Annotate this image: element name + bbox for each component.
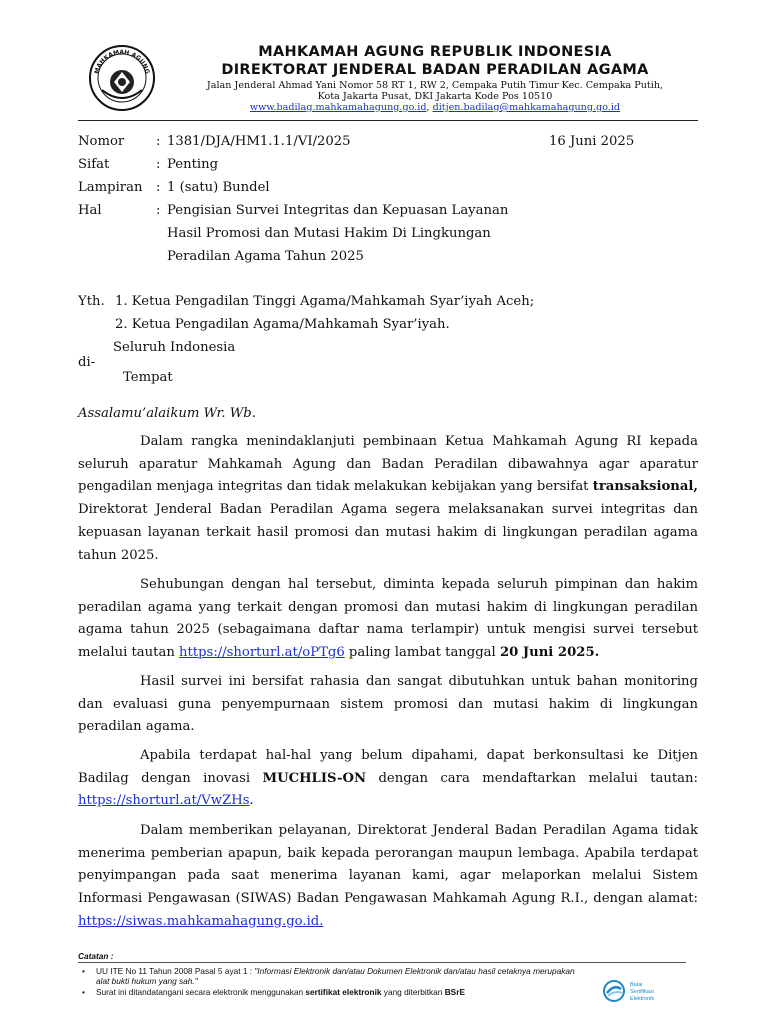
nomor-label: Nomor bbox=[78, 134, 125, 149]
siwas-link[interactable]: https://siwas.mahkamahagung.go.id. bbox=[78, 913, 324, 929]
letterhead-subtitle: DIREKTORAT JENDERAL BADAN PERADILAN AGAMA bbox=[221, 62, 649, 78]
bsre-logo-icon bbox=[602, 978, 692, 1004]
greeting: Assalamu’alaikum Wr. Wb. bbox=[78, 406, 256, 421]
footer-note-2-bold: sertifikat elektronik bbox=[305, 987, 382, 997]
paragraph-1-text-b: Direktorat Jenderal Badan Peradilan Agama segera melaksanakan survei integritas dan kepuasan layanan terkait hasil promosi dan mutasi hakim di lingkungan peradilan agama tahun 2025. bbox=[78, 502, 698, 563]
footer-note-1-quote-2: alat bukti hukum yang sah." bbox=[96, 976, 198, 986]
tempat-label: Tempat bbox=[123, 370, 173, 385]
paragraph-2-text-b: paling lambat tanggal bbox=[344, 645, 500, 661]
paragraph-1 bbox=[78, 431, 698, 567]
footer-note-1-text: UU ITE No 11 Tahun 2008 Pasal 5 ayat 1 : bbox=[96, 966, 255, 976]
yth-label: Yth. bbox=[78, 294, 105, 309]
letterhead-divider bbox=[78, 120, 698, 121]
muchlis-on-link[interactable]: https://shorturl.at/VwZHs bbox=[78, 793, 250, 809]
svg-text:Balai: Balai bbox=[630, 982, 643, 988]
paragraph-4-text-a: Apabila terdapat hal-hal yang belum dipahami, dapat berkonsultasi ke Ditjen Badilag dengan inovasi bbox=[78, 748, 698, 786]
contact-separator: , bbox=[426, 102, 433, 113]
nomor-colon: : bbox=[156, 134, 161, 149]
svg-text:Sertifikasi: Sertifikasi bbox=[630, 989, 654, 995]
paragraph-4-text-b: dengan cara mendaftarkan melalui tautan: bbox=[366, 770, 698, 786]
paragraph-2-text-a: Sehubungan dengan hal tersebut, diminta kepada seluruh pimpinan dan hakim peradilan agama yang terkait dengan promosi dan mutasi hakim di lingkungan peradilan agama tahun 2025 (sebagaimana daftar nama terlampir) untuk mengisi survei tersebut melalui tautan bbox=[78, 577, 698, 661]
lampiran-label: Lampiran bbox=[78, 180, 143, 195]
letterhead-title: MAHKAMAH AGUNG REPUBLIK INDONESIA bbox=[258, 44, 612, 60]
recipient-item-1: 1. Ketua Pengadilan Tinggi Agama/Mahkamah Syar’iyah Aceh; bbox=[115, 294, 535, 309]
footer-note-2-text-b: yang diterbitkan bbox=[381, 987, 445, 997]
footer-note-1-cont bbox=[96, 976, 198, 986]
paragraph-5-text: Dalam memberikan pelayanan, Direktorat Jenderal Badan Peradilan Agama tidak menerima pemberian apapun, baik kepada perorangan maupun lembaga. Apabila terdapat penyimpangan pada saat menerima layanan kami, agar melaporkan melalui Sistem Informasi Pengawasan (SIWAS) Badan Pengawasan Mahkamah Agung R.I., dengan alamat: bbox=[78, 823, 698, 907]
paragraph-4-end: . bbox=[249, 793, 254, 809]
recipient-item-2: 2. Ketua Pengadilan Agama/Mahkamah Syar’iyah. bbox=[115, 317, 450, 332]
paragraph-1-bold: transaksional, bbox=[592, 479, 698, 495]
svg-text:MAHKAMAH AGUNG: MAHKAMAH AGUNG bbox=[93, 48, 151, 75]
email-link[interactable]: ditjen.badilag@mahkamahagung.go.id bbox=[432, 102, 621, 113]
di-label: di- bbox=[78, 355, 96, 370]
hal-line-1: Pengisian Survei Integritas dan Kepuasan Layanan bbox=[167, 203, 509, 218]
hal-line-3: Peradilan Agama Tahun 2025 bbox=[167, 249, 364, 264]
nomor-value: 1381/DJA/HM1.1.1/VI/2025 bbox=[167, 134, 351, 149]
footer-note-1-quote: "Informasi Elektronik dan/atau Dokumen Elektronik dan/atau hasil cetaknya merupakan bbox=[254, 966, 575, 976]
deadline-date: 20 Juni 2025. bbox=[499, 645, 600, 661]
hal-colon: : bbox=[156, 203, 161, 218]
recipient-scope: Seluruh Indonesia bbox=[113, 340, 236, 355]
letterhead-contacts bbox=[180, 102, 690, 113]
hal-label: Hal bbox=[78, 203, 102, 218]
paragraph-5 bbox=[78, 820, 698, 934]
footer-note-1 bbox=[96, 966, 575, 976]
svg-text:Elektronik: Elektronik bbox=[630, 996, 655, 1002]
lampiran-colon: : bbox=[156, 180, 161, 195]
website-link[interactable]: www.badilag.mahkamahagung.go.id bbox=[249, 102, 427, 113]
paragraph-4 bbox=[78, 745, 698, 813]
mahkamah-agung-logo-icon bbox=[88, 44, 156, 112]
sifat-colon: : bbox=[156, 157, 161, 172]
footer-note-2-text-a: Surat ini ditandatangani secara elektronik menggunakan bbox=[96, 987, 306, 997]
letterhead-address-2: Kota Jakarta Pusat, DKI Jakarta Kode Pos 10510 bbox=[317, 91, 553, 102]
survey-link[interactable]: https://shorturl.at/oPTg6 bbox=[179, 645, 345, 661]
footer-note-2 bbox=[96, 987, 465, 997]
bullet-1: • bbox=[82, 966, 85, 976]
hal-line-2: Hasil Promosi dan Mutasi Hakim Di Lingkungan bbox=[167, 226, 491, 241]
sifat-value: Penting bbox=[167, 157, 219, 172]
paragraph-1-text-a: Dalam rangka menindaklanjuti pembinaan Ketua Mahkamah Agung RI kepada seluruh aparatur Mahkamah Agung dan Badan Peradilan dibawahnya agar aparatur pengadilan menjaga integritas dan tidak melakukan kebijakan yang bersifat bbox=[78, 434, 698, 495]
paragraph-3 bbox=[78, 671, 698, 739]
lampiran-value: 1 (satu) Bundel bbox=[167, 180, 270, 195]
bullet-2: • bbox=[82, 987, 85, 997]
letterhead-address-1: Jalan Jenderal Ahmad Yani Nomor 58 RT 1, RW 2, Cempaka Putih Timur Kec. Cempaka Putih, bbox=[206, 80, 664, 91]
letter-date: 16 Juni 2025 bbox=[549, 134, 635, 149]
paragraph-2 bbox=[78, 574, 698, 665]
catatan-label: Catatan : bbox=[78, 951, 114, 961]
footer-note-2-bsre: BSrE bbox=[444, 987, 465, 997]
paragraph-3-text: Hasil survei ini bersifat rahasia dan sangat dibutuhkan untuk bahan monitoring dan evaluasi guna penyempurnaan sistem promosi dan mutasi hakim di lingkungan peradilan agama. bbox=[78, 674, 698, 735]
sifat-label: Sifat bbox=[78, 157, 110, 172]
muchlis-on-label: MUCHLIS-ON bbox=[262, 770, 367, 786]
footer-divider bbox=[78, 962, 686, 963]
